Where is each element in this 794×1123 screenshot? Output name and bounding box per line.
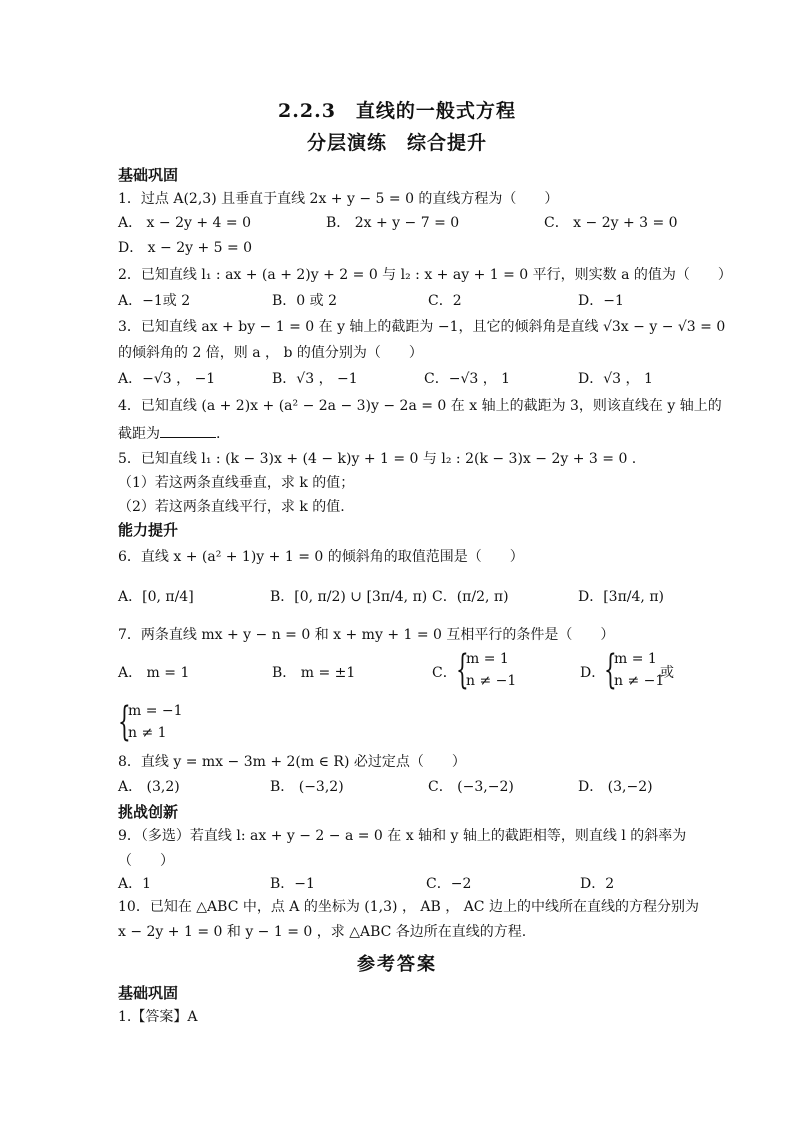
q4-stem-line2: 截距为 .	[118, 426, 221, 442]
section-answers-basic: 基础巩固	[118, 984, 179, 1002]
q4-answer-blank	[160, 437, 216, 438]
brace-icon: {	[118, 699, 131, 745]
q6-option-b: B．[0, π/2) ∪ [3π/4, π)	[270, 589, 428, 605]
q5-stem: 5．已知直线 l₁ : (k − 3)x + (4 − k)y + 1 = 0 与 l₂ : 2(k − 3)x − 2y + 3 = 0 .	[118, 451, 637, 467]
q7-c-line1: m = 1	[466, 651, 509, 667]
q3-option-c: C．−√3 ， 1	[424, 371, 511, 387]
q9-option-a: A．1	[118, 876, 152, 892]
q1-option-c: C． x − 2y + 3 = 0	[544, 215, 678, 231]
q3-stem-line1: 3．已知直线 ax + by − 1 = 0 在 y 轴上的截距为 −1，且它的倾斜角是直线 √3x − y − √3 = 0	[118, 319, 726, 335]
q9-stem-line1: 9．（多选）若直线 l: ax + y − 2 − a = 0 在 x 轴和 y 轴上的截距相等，则直线 l 的斜率为	[118, 828, 687, 844]
q7-option-d-system	[604, 648, 664, 692]
q7-d-line2: n ≠ −1	[614, 673, 665, 689]
q2-option-d: D．−1	[578, 293, 624, 309]
page-subtitle: 分层演练 综合提升	[306, 132, 487, 154]
q7-d-line1: m = 1	[614, 651, 657, 667]
section-ability: 能力提升	[118, 521, 179, 539]
q6-option-c: C．(π/2, π)	[432, 589, 509, 605]
q1-option-d: D． x − 2y + 5 = 0	[118, 240, 253, 256]
brace-icon: {	[604, 647, 617, 693]
q7-option-d-label: D．	[580, 665, 606, 681]
answers-title: 参考答案	[357, 954, 437, 975]
q7-d2-line2: n ≠ 1	[128, 725, 167, 741]
q8-option-d: D． (3,−2)	[578, 779, 653, 795]
q7-option-c-label: C．	[432, 665, 457, 681]
q2-stem: 2．已知直线 l₁ : ax + (a + 2)y + 2 = 0 与 l₂ : x + ay + 1 = 0 平行，则实数 a 的值为（ ）	[118, 267, 732, 283]
q5-part1: （1）若这两条直线垂直，求 k 的值；	[118, 475, 355, 491]
q5-part2: （2）若这两条直线平行，求 k 的值.	[118, 499, 345, 515]
q1-option-b: B． 2x + y − 7 = 0	[326, 215, 460, 231]
q1-stem: 1．过点 A(2,3) 且垂直于直线 2x + y − 5 = 0 的直线方程为（ ）	[118, 191, 559, 207]
q9-option-d: D．2	[580, 876, 615, 892]
q7-or: 或	[660, 665, 674, 681]
q2-option-c: C．2	[428, 293, 462, 309]
q8-option-c: C． (−3,−2)	[428, 779, 514, 795]
q7-stem: 7．两条直线 mx + y − n = 0 和 x + my + 1 = 0 互相平行的条件是（ ）	[118, 627, 615, 643]
q7-option-a: A． m = 1	[118, 665, 190, 681]
q6-option-d: D．[3π/4, π)	[578, 589, 664, 605]
q7-option-d-system-2	[118, 700, 183, 744]
q3-stem-line2: 的倾斜角的 2 倍，则 a ， b 的值分别为（ ）	[118, 345, 423, 361]
q4-stem-line1: 4．已知直线 (a + 2)x + (a² − 2a − 3)y − 2a = 0 在 x 轴上的截距为 3，则该直线在 y 轴上的	[118, 398, 722, 414]
q4-stem-text: 截距为	[118, 426, 160, 442]
q7-option-c-system	[456, 648, 516, 692]
q6-stem: 6．直线 x + (a² + 1)y + 1 = 0 的倾斜角的取值范围是（ ）	[118, 549, 524, 565]
answer-1: 1.【答案】A	[118, 1009, 198, 1025]
q9-option-b: B．−1	[270, 876, 315, 892]
q3-option-b: B．√3 ， −1	[272, 371, 358, 387]
q3-option-a: A．−√3 ， −1	[118, 371, 216, 387]
q8-option-a: A． (3,2)	[118, 779, 180, 795]
q2-option-b: B．0 或 2	[272, 293, 338, 309]
q8-option-b: B． (−3,2)	[270, 779, 344, 795]
q1-option-a: A． x − 2y + 4 = 0	[118, 215, 251, 231]
brace-icon: {	[456, 647, 469, 693]
q10-stem-line1: 10．已知在 △ABC 中，点 A 的坐标为 (1,3) ， AB ， AC 边上的中线所在直线的方程分别为	[118, 899, 699, 915]
q8-stem: 8．直线 y = mx − 3m + 2(m ∈ R) 必过定点（ ）	[118, 754, 466, 770]
q9-stem-line2: （ ）	[118, 853, 174, 869]
page-title: 2.2.3 直线的一般式方程	[278, 100, 516, 122]
section-challenge: 挑战创新	[118, 803, 179, 821]
q2-option-a: A．−1或 2	[118, 293, 191, 309]
section-basic: 基础巩固	[118, 166, 179, 184]
q7-option-b: B． m = ±1	[272, 665, 356, 681]
q3-option-d: D．√3 ， 1	[578, 371, 653, 387]
q10-stem-line2: x − 2y + 1 = 0 和 y − 1 = 0 ，求 △ABC 各边所在直线的方程.	[118, 924, 527, 940]
q9-option-c: C．−2	[426, 876, 472, 892]
q7-c-line2: n ≠ −1	[466, 673, 517, 689]
q6-option-a: A．[0, π/4]	[118, 589, 194, 605]
q7-d2-line1: m = −1	[128, 703, 183, 719]
